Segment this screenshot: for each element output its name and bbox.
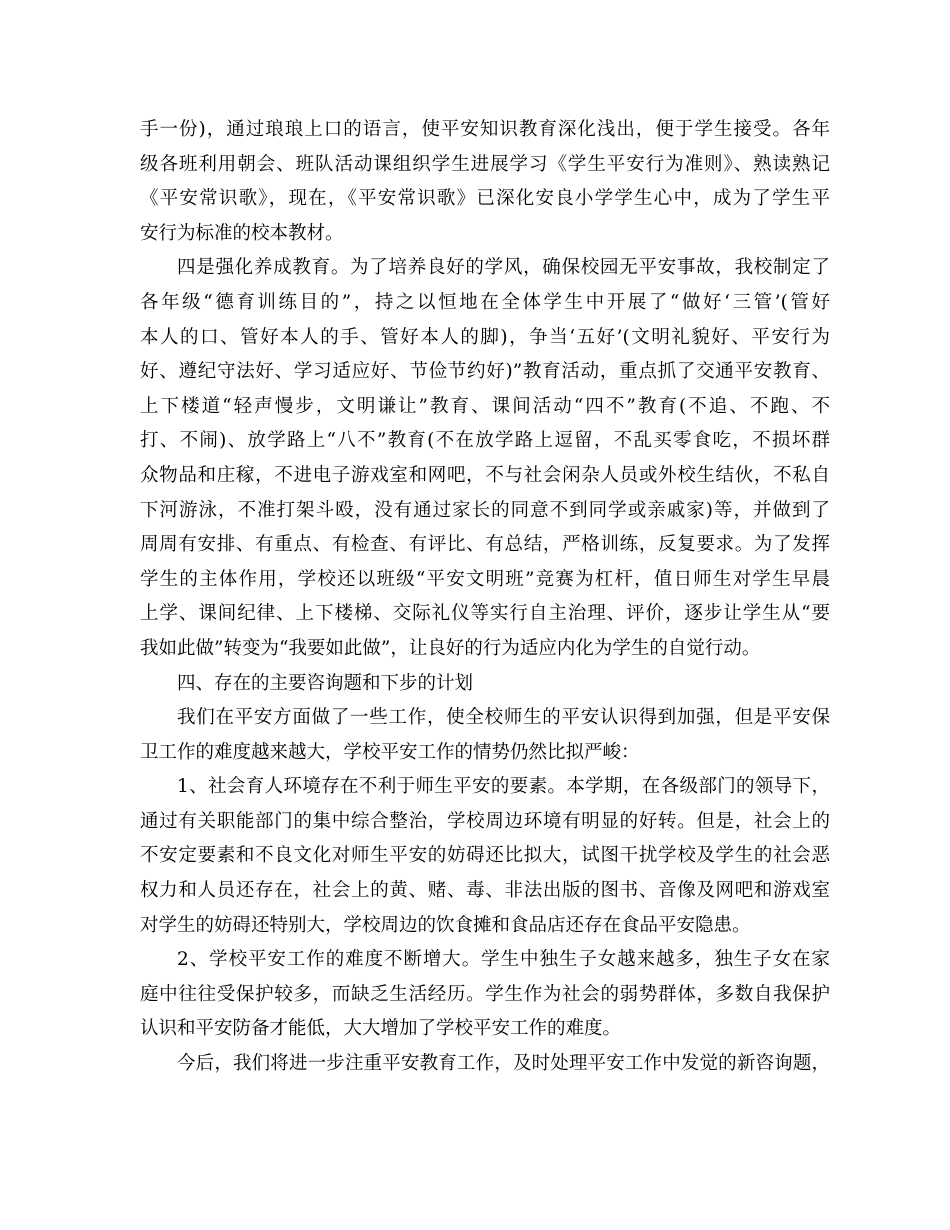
text-line: 权力和人员还存在，社会上的黄、赌、毒、非法出版的图书、音像及网吧和游戏室	[140, 880, 830, 902]
text-line: 认识和平安防备才能低，大大增加了学校平安工作的难度。	[140, 1018, 622, 1040]
text-line: 上下楼道“轻声慢步，文明谦让”教育、课间活动“四不”教育(不追、不跑、不	[140, 395, 830, 417]
text-line: 通过有关职能部门的集中综合整治，学校周边环境有明显的好转。但是，社会上的	[140, 810, 830, 832]
text-line: 《平安常识歌》，现在，《平安常识歌》已深化安良小学学生心中，成为了学生平	[140, 188, 830, 210]
text-line: 庭中往往受保护较多，而缺乏生活经历。学生作为社会的弱势群体，多数自我保护	[140, 983, 830, 1005]
text-line: 上学、课间纪律、上下楼梯、交际礼仪等实行自主治理、评价，逐步让学生从“要	[140, 603, 830, 625]
text-line: 我如此做”转变为“我要如此做”，让良好的行为适应内化为学生的自觉行动。	[140, 637, 761, 659]
text-line: 打、不闹)、放学路上“八不”教育(不在放学路上逗留，不乱买零食吃，不损坏群	[140, 430, 830, 452]
text-line: 不安定要素和不良文化对师生平安的妨碍还比拟大，试图干扰学校及学生的社会恶	[140, 845, 830, 867]
text-line: 手一份)，通过琅琅上口的语言，使平安知识教育深化浅出，便于学生接受。各年	[140, 119, 830, 140]
text-line: 对学生的妨碍还特别大，学校周边的饮食摊和食品店还存在食品平安隐患。	[140, 914, 751, 936]
text-line: 卫工作的难度越来越大，学校平安工作的情势仍然比拟严峻：	[140, 741, 640, 763]
text-line: 安行为标准的校本教材。	[140, 222, 344, 244]
text-line: 周周有安排、有重点、有检查、有评比、有总结，严格训练，反复要求。为了发挥	[140, 534, 830, 556]
text-line: 1、社会育人环境存在不利于师生平安的要素。本学期，在各级部门的领导下，	[177, 776, 830, 798]
text-line: 学生的主体作用，学校还以班级“平安文明班”竞赛为杠杆，值日师生对学生早晨	[140, 568, 830, 590]
text-line: 2、学校平安工作的难度不断增大。学生中独生子女越来越多，独生子女在家	[177, 949, 830, 971]
section-heading: 四、存在的主要咨询题和下步的计划	[177, 672, 474, 694]
text-line: 下河游泳，不准打架斗殴，没有通过家长的同意不到同学或亲戚家)等，并做到了	[140, 499, 830, 521]
text-line: 各年级“德育训练目的”，持之以恒地在全体学生中开展了“做好‘三管’(管好	[140, 291, 830, 313]
text-line: 级各班利用朝会、班队活动课组织学生进展学习《学生平安行为准则》、熟读熟记	[140, 153, 830, 175]
text-line: 我们在平安方面做了一些工作，使全校师生的平安认识得到加强，但是平安保	[177, 707, 830, 729]
text-line: 众物品和庄稼，不进电子游戏室和网吧，不与社会闲杂人员或外校生结伙，不私自	[140, 464, 830, 486]
text-line: 好、遵纪守法好、学习适应好、节俭节约好)”教育活动，重点抓了交通平安教育、	[140, 361, 830, 383]
text-line: 四是强化养成教育。为了培养良好的学风，确保校园无平安事故，我校制定了	[177, 257, 830, 279]
text-line: 本人的口、管好本人的手、管好本人的脚)，争当‘五好’(文明礼貌好、平安行为	[140, 326, 830, 348]
text-line: 今后，我们将进一步注重平安教育工作，及时处理平安工作中发觉的新咨询题，	[177, 1053, 830, 1075]
document-body	[140, 113, 830, 1082]
